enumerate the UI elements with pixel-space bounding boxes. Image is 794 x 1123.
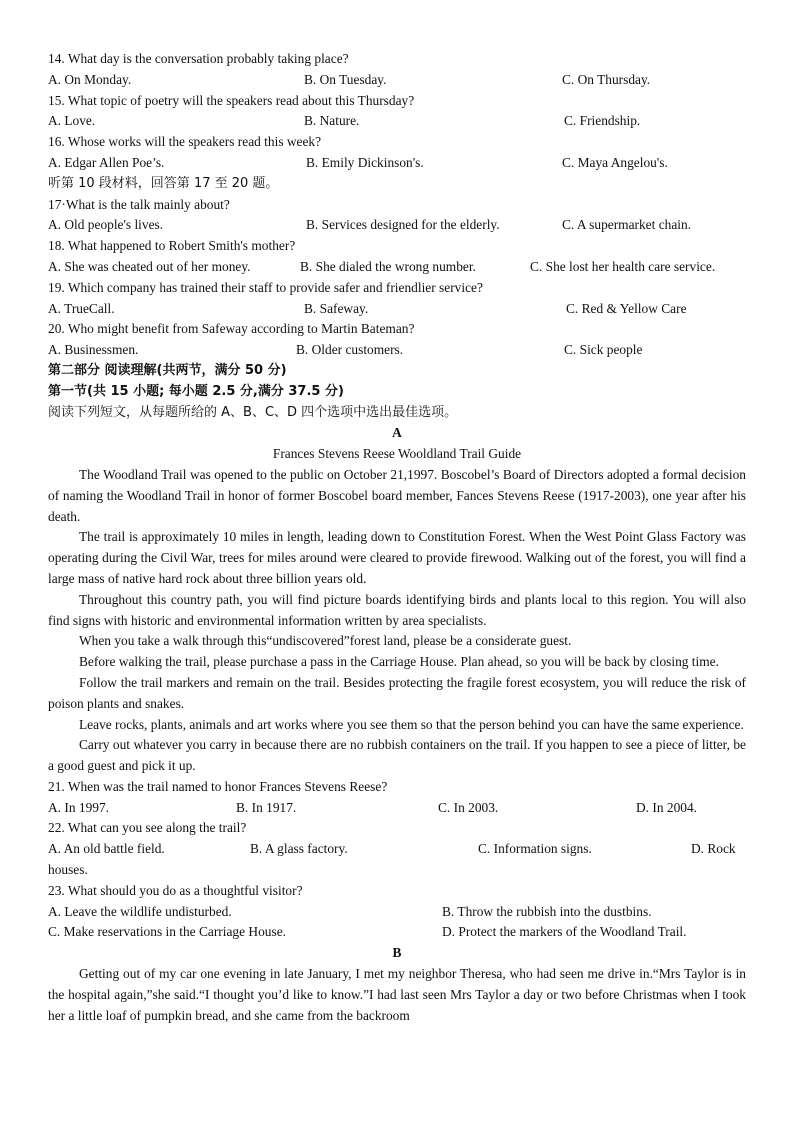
q17-option-b: B. Services designed for the elderly.: [306, 217, 500, 233]
q14-option-c: C. On Thursday.: [562, 71, 651, 87]
question-15-options: [48, 111, 746, 132]
q22-option-d: D. Rock: [691, 841, 736, 857]
q18-option-c: C. She lost her health care service.: [530, 258, 716, 274]
passage-b-paragraph-1: Getting out of my car one evening in late January, I met my neighbor Theresa, who had seen me drive in.“Mrs Taylor is in the hospital again,”she said.“I thought you’d like to know.”I had last seen Mrs Taylor a day or two before Christmas when I took her a little loaf of pumpkin bread, and she came from the backroom: [48, 966, 746, 1023]
question-22-stem: 22. What can you see along the trail?: [48, 820, 247, 836]
q20-option-b: B. Older customers.: [296, 342, 404, 358]
q22-option-d-continued: houses.: [48, 862, 88, 878]
question-21-stem: 21. When was the trail named to honor Frances Stevens Reese?: [48, 778, 388, 794]
question-16-stem: 16. Whose works will the speakers read this week?: [48, 134, 322, 150]
passage-a-letter: A: [392, 425, 402, 441]
q19-option-c: C. Red & Yellow Care: [566, 300, 687, 316]
q23-option-c: C. Make reservations in the Carriage House.: [48, 924, 286, 940]
part-two-heading: 第二部分 阅读理解(共两节，满分 50 分): [48, 362, 287, 378]
q17-option-a: A. Old people's lives.: [48, 217, 164, 233]
q21-option-a: A. In 1997.: [48, 799, 109, 815]
question-15-stem: 15. What topic of poetry will the speakers read about this Thursday?: [48, 92, 415, 108]
q23-option-d: D. Protect the markers of the Woodland Trail.: [442, 924, 687, 940]
q16-option-b: B. Emily Dickinson's.: [306, 154, 424, 170]
exam-page: [48, 49, 746, 1026]
question-23-options-cd: [48, 922, 746, 943]
question-22-options: [48, 839, 746, 860]
question-18-stem: 18. What happened to Robert Smith's mother?: [48, 238, 296, 254]
passage-a-paragraph-7: Leave rocks, plants, animals and art works where you see them so that the person behind you can have the same experience.: [79, 716, 744, 732]
q23-option-a: A. Leave the wildlife undisturbed.: [48, 903, 232, 919]
q16-option-a: A. Edgar Allen Poe’s.: [48, 154, 165, 170]
q22-option-a: A. An old battle field.: [48, 841, 165, 857]
passage-a-paragraph-4: When you take a walk through this“undiscovered”forest land, please be a considerate guest.: [79, 633, 572, 649]
question-20-options: [48, 340, 746, 361]
question-18-options: [48, 257, 746, 278]
question-14-stem: 14. What day is the conversation probably taking place?: [48, 51, 349, 66]
question-14-options: [48, 70, 746, 91]
passage-a-paragraph-5: Before walking the trail, please purchase a pass in the Carriage House. Plan ahead, so you will be back by closing time.: [79, 654, 719, 670]
passage-a-paragraph-1: The Woodland Trail was opened to the public on October 21,1997. Boscobel’s Board of Directors adopted a formal decision of naming the Woodland Trail in honor of former Boscobel board member, Fances Stevens Reese (1917-2003), one year after his death.: [48, 466, 746, 524]
question-16-options: [48, 153, 746, 174]
passage-a-paragraph-3: Throughout this country path, you will find picture boards identifying birds and plants local to this region. You will also find signs with historic and environmental information written by area specialists.: [48, 591, 746, 628]
q17-option-c: C. A supermarket chain.: [562, 217, 692, 233]
q20-option-a: A. Businessmen.: [48, 342, 139, 358]
section-10-instruction: 听第 10 段材料，回答第 17 至 20 题。: [48, 175, 279, 191]
q14-option-a: A. On Monday.: [48, 71, 132, 87]
q22-option-b: B. A glass factory.: [250, 841, 348, 857]
passage-a-paragraph-8: Carry out whatever you carry in because there are no rubbish containers on the trail. If you happen to see a piece of litter, be a good guest and pick it up.: [48, 737, 746, 774]
q21-option-b: B. In 1917.: [236, 799, 297, 815]
question-21-options: [48, 798, 746, 819]
q15-option-a: A. Love.: [48, 113, 96, 129]
q19-option-a: A. TrueCall.: [48, 300, 115, 316]
q21-option-c: C. In 2003.: [438, 799, 499, 815]
question-20-stem: 20. Who might benefit from Safeway according to Martin Bateman?: [48, 321, 415, 337]
question-23-options-ab: [48, 902, 746, 923]
q22-option-c: C. Information signs.: [478, 841, 592, 857]
q15-option-c: C. Friendship.: [564, 113, 641, 129]
q23-option-b: B. Throw the rubbish into the dustbins.: [442, 903, 652, 919]
question-17-options: [48, 215, 746, 236]
section-one-heading: 第一节(共 15 小题; 每小题 2.5 分,满分 37.5 分): [48, 383, 344, 399]
question-23-stem: 23. What should you do as a thoughtful visitor?: [48, 882, 303, 898]
question-19-options: [48, 299, 746, 320]
reading-instruction: 阅读下列短文，从每题所给的 A、B、C、D 四个选项中选出最佳选项。: [48, 404, 458, 420]
q20-option-c: C. Sick people: [564, 342, 643, 358]
q19-option-b: B. Safeway.: [304, 300, 369, 316]
q18-option-b: B. She dialed the wrong number.: [300, 258, 476, 274]
q15-option-b: B. Nature.: [304, 113, 360, 129]
q18-option-a: A. She was cheated out of her money.: [48, 258, 251, 274]
passage-b-letter: B: [392, 945, 402, 961]
question-19-stem: 19. Which company has trained their staff to provide safer and friendlier service?: [48, 279, 483, 295]
passage-a-paragraph-6: Follow the trail markers and remain on the trail. Besides protecting the fragile forest ecosystem, you will reduce the risk of poison plants and snakes.: [48, 674, 746, 711]
passage-a-title: Frances Stevens Reese Wooldland Trail Guide: [272, 446, 522, 462]
q16-option-c: C. Maya Angelou's.: [562, 154, 668, 170]
question-17-stem: 17·What is the talk mainly about?: [48, 196, 230, 212]
passage-a-paragraph-2: The trail is approximately 10 miles in length, leading down to Constitution Forest. When the West Point Glass Factory was operating during the Civil War, trees for miles around were cleared to provide firewood. Walking out of the forest, you will find a large mass of native hard rock about three billion years old.: [48, 529, 746, 586]
q21-option-d: D. In 2004.: [636, 799, 697, 815]
q14-option-b: B. On Tuesday.: [304, 71, 387, 87]
